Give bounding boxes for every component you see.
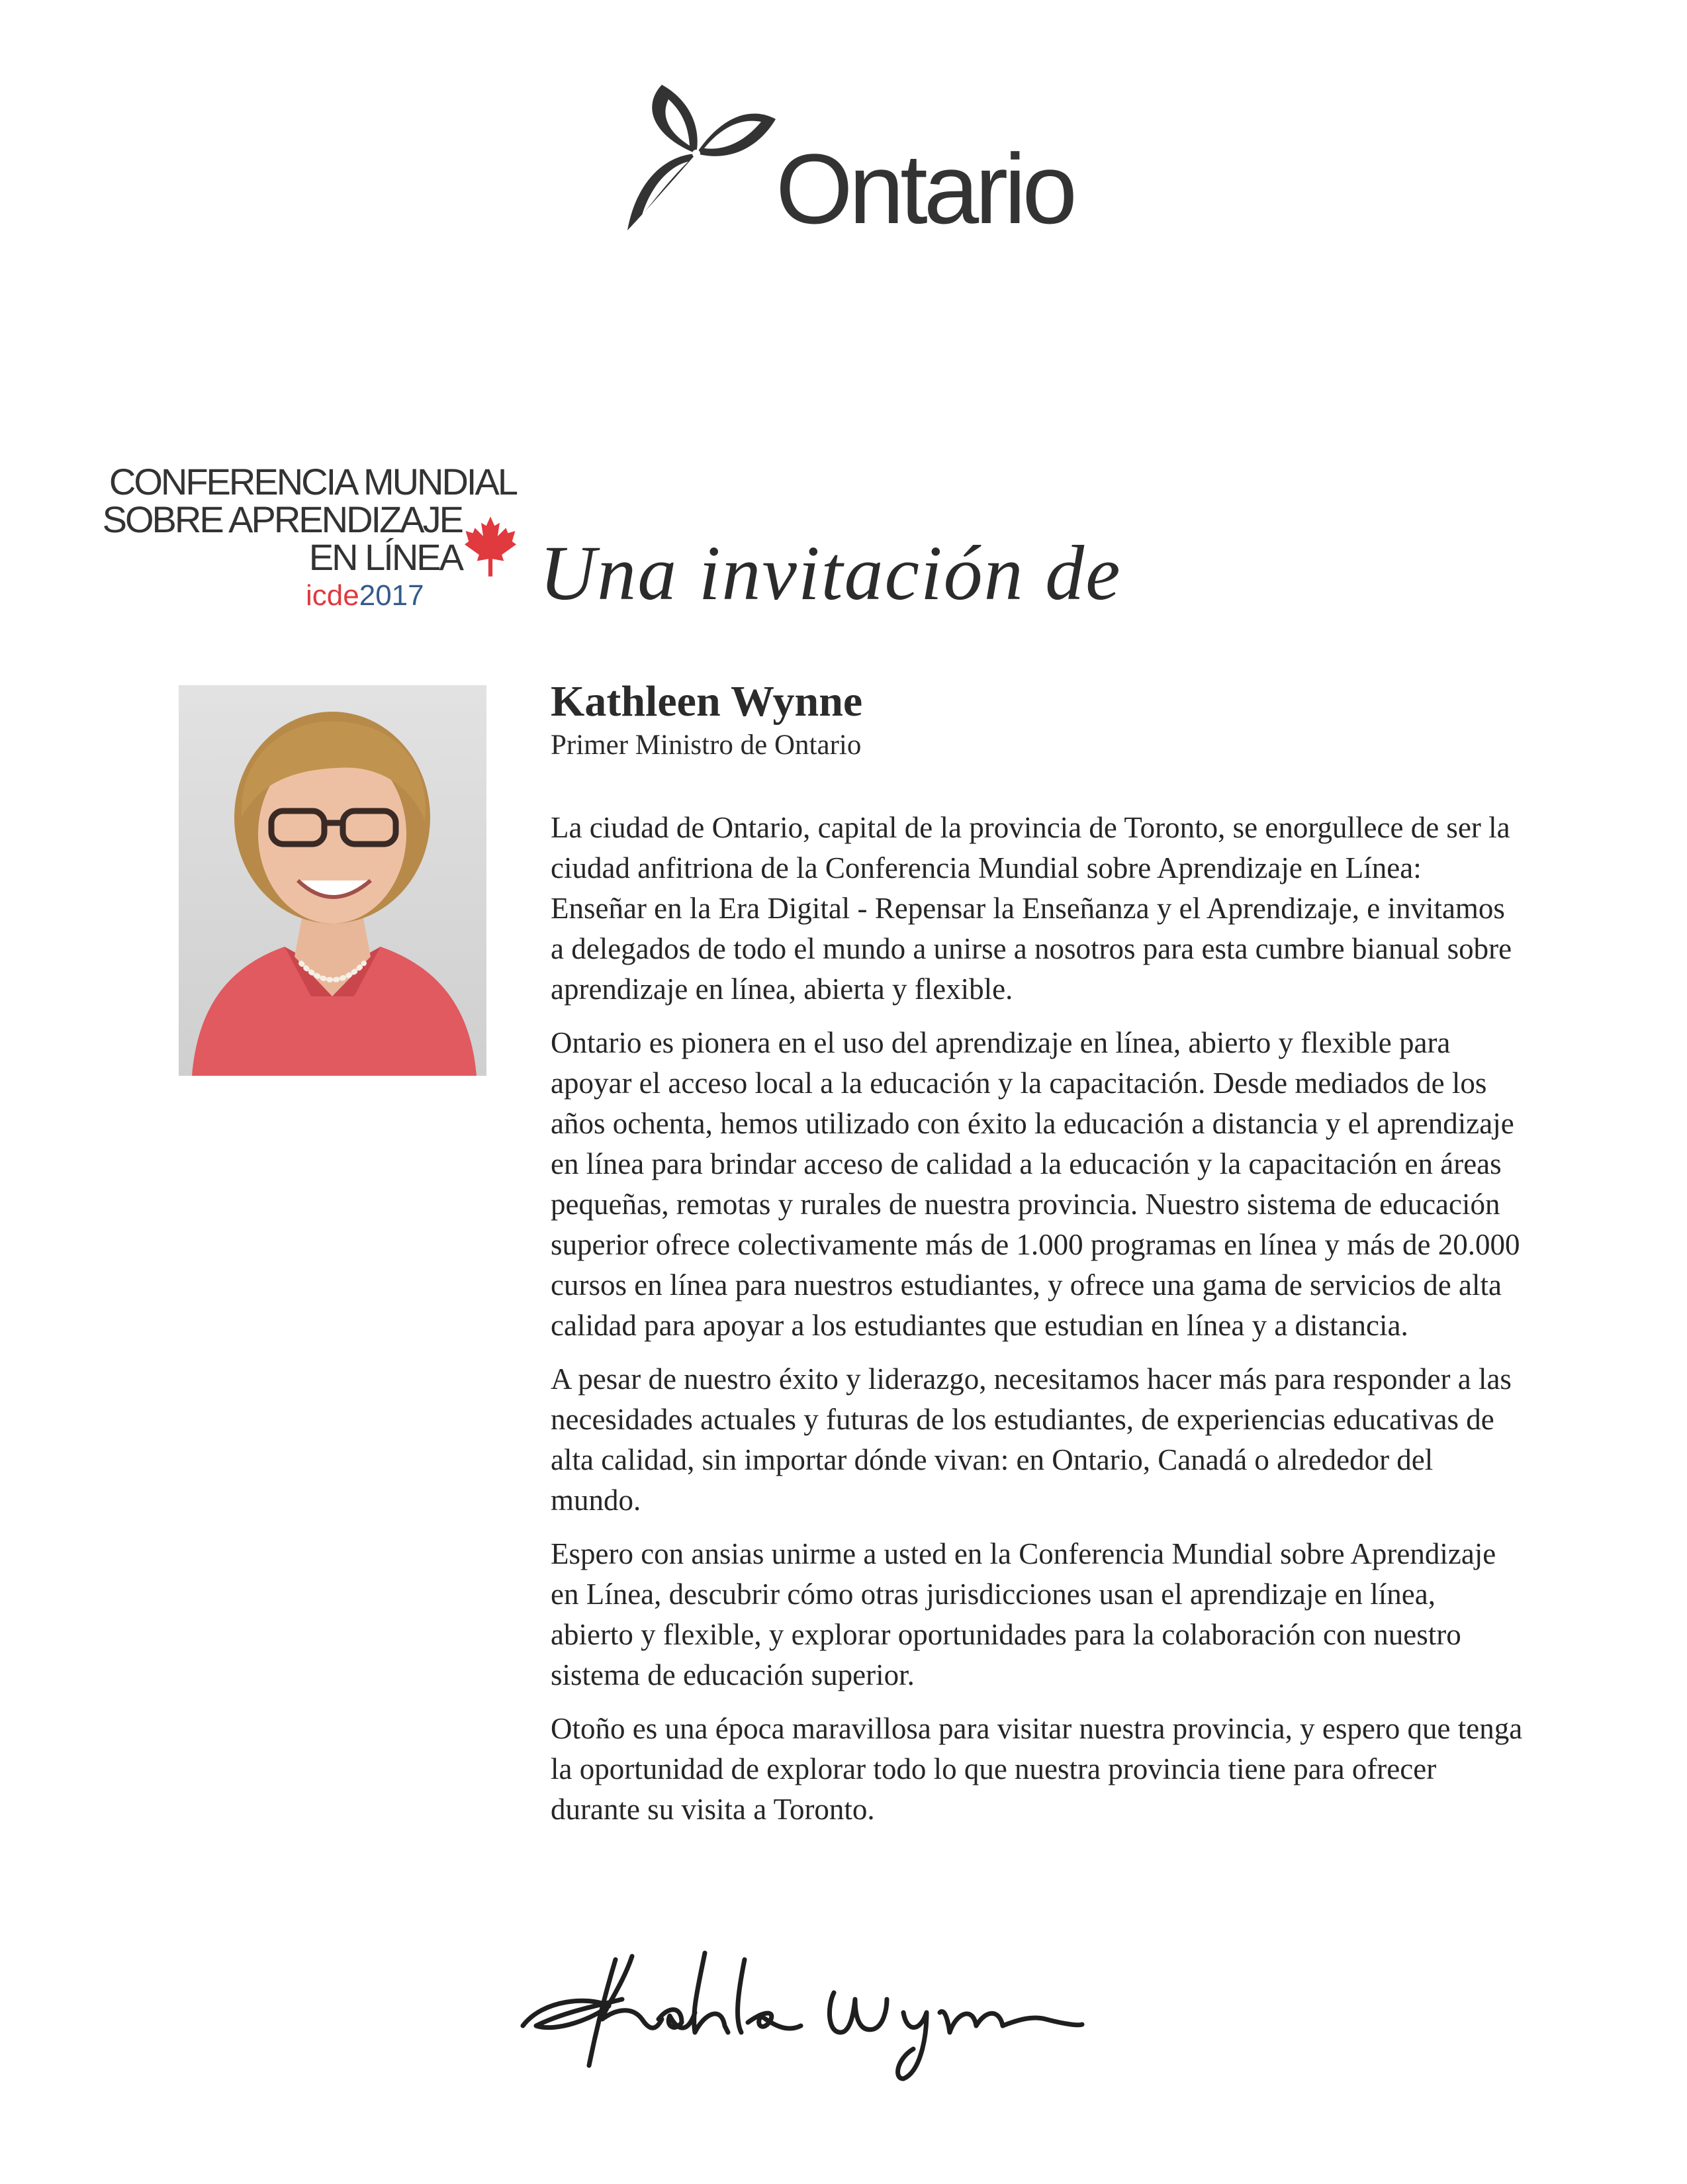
conference-acronym xyxy=(306,581,424,610)
conference-acronym-year: 2017 xyxy=(359,579,424,612)
body-paragraph: Ontario es pionera en el uso del aprendizaje en línea, abierto y flexible para apoyar el acceso local a la educación y la capacitación. Desde mediados de los años ochenta, hemos utilizado con éxito la educación a distancia y el aprendizaje en línea para brindar acceso de calidad a la educación y la capacitación en áreas pequeñas, remotas y rurales de nuestra provincia. Nuestro sistema de educación superior ofrece colectivamente más de 1.000 programas en línea y más de 20.000 cursos en línea para nuestros estudiantes, y ofrece una gama de servicios de alta calidad para apoyar a los estudiantes que estudian en línea y a distancia. xyxy=(551,1026,1520,1342)
conference-logo xyxy=(93,463,516,622)
invitation-heading: Una invitación de xyxy=(539,530,1122,616)
conference-logo-line-3: EN LÍNEA xyxy=(308,536,462,578)
author-name: Kathleen Wynne xyxy=(551,677,863,726)
trillium-icon xyxy=(622,79,781,238)
author-role: Primer Ministro de Ontario xyxy=(551,730,862,761)
body-paragraph: A pesar de nuestro éxito y liderazgo, necesitamos hacer más para responder a las necesidades actuales y futuras de los estudiantes, de experiencias educativas de alta calidad, sin importar dónde vivan: en Ontario, Canadá o alrededor del mundo. xyxy=(551,1362,1512,1517)
body-paragraph: Otoño es una época maravillosa para visitar nuestra provincia, y espero que tenga la oportunidad de explorar todo lo que nuestra provincia tiene para ofrecer durante su visita a Toronto. xyxy=(551,1712,1523,1826)
letter-body xyxy=(551,808,1524,1843)
body-paragraph: Espero con ansias unirme a usted en la Conferencia Mundial sobre Aprendizaje en Línea, descubrir cómo otras jurisdicciones usan el aprendizaje en línea, abierto y flexible, y explorar oportunidades para la colaboración con nuestro sistema de educación superior. xyxy=(551,1537,1496,1691)
ontario-wordmark: Ontario xyxy=(776,133,1073,244)
ontario-logo xyxy=(622,79,1085,244)
portrait-photo xyxy=(179,685,486,1076)
body-paragraph: La ciudad de Ontario, capital de la provincia de Toronto, se enorgullece de ser la ciudad anfitriona de la Conferencia Mundial sobre Aprendizaje en Línea: Enseñar en la Era Digital - Repensar la Enseñanza y el Aprendizaje, e invitamos a delegados de todo el mundo a unirse a nosotros para esta cumbre bianual sobre aprendizaje en línea, abierta y flexible. xyxy=(551,811,1512,1006)
conference-acronym-prefix: icde xyxy=(306,579,359,612)
conference-logo-line-2: SOBRE APRENDIZAJE xyxy=(102,499,462,540)
conference-logo-line-1: CONFERENCIA MUNDIAL xyxy=(109,461,516,502)
maple-leaf-icon xyxy=(465,515,516,578)
signature xyxy=(516,1933,1085,2092)
